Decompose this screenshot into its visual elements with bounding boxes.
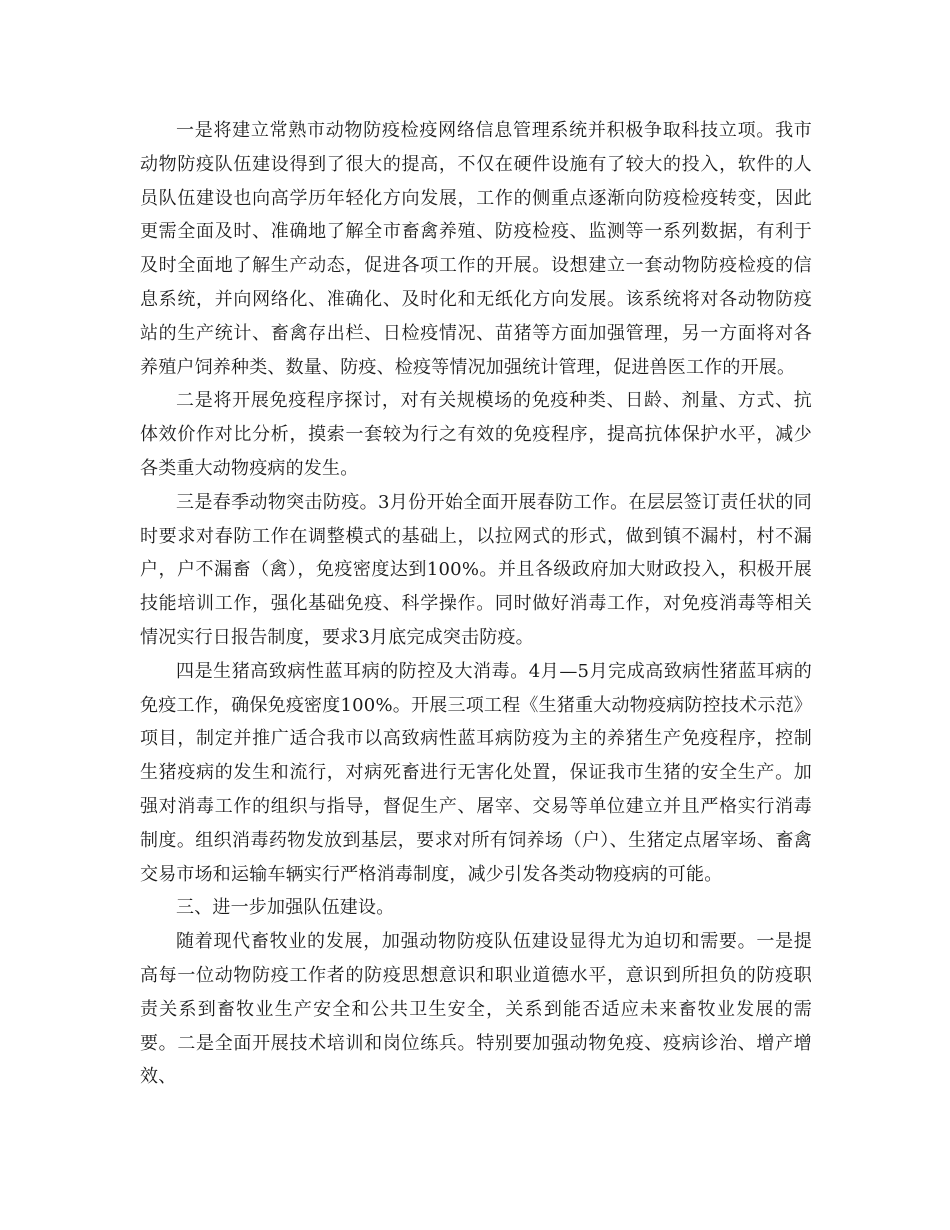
paragraph-spring-vaccination: 三是春季动物突击防疫。3月份开始全面开展春防工作。在层层签订责任状的同时要求对春防工作在调整模式的基础上，以拉网式的形式，做到镇不漏村，村不漏户，户不漏畜（禽），免疫密度达到100%。并且各级政府加大财政投入，积极开展技能培训工作，强化基础免疫、科学操作。同时做好消毒工作，对免疫消毒等相关情况实行日报告制度，要求3月底完成突击防疫。 — [140, 491, 812, 648]
paragraph-team-building: 随着现代畜牧业的发展，加强动物防疫队伍建设显得尤为迫切和需要。一是提高每一位动物防疫工作者的防疫思想意识和职业道德水平，意识到所担负的防疫职责关系到畜牧业生产安全和公共卫生安全，关系到能否适应未来畜牧业发展的需要。二是全面开展技术培训和岗位练兵。特别要加强动物免疫、疫病诊治、增产增效、 — [140, 931, 812, 1088]
section-heading-team-building: 三、进一步加强队伍建设。 — [176, 897, 395, 919]
paragraph-blue-ear-disease: 四是生猪高致病性蓝耳病的防控及大消毒。4月—5月完成高致病性猪蓝耳病的免疫工作，确保免疫密度100%。开展三项工程《生猪重大动物疫病防控技术示范》项目，制定并推广适合我市以高致病性蓝耳病防疫为主的养猪生产免疫程序，控制生猪疫病的发生和流行，对病死畜进行无害化处置，保证我市生猪的安全生产。加强对消毒工作的组织与指导，督促生产、屠宰、交易等单位建立并且严格实行消毒制度。组织消毒药物发放到基层，要求对所有饲养场（户）、生猪定点屠宰场、畜禽交易市场和运输车辆实行严格消毒制度，减少引发各类动物疫病的可能。 — [140, 660, 812, 885]
paragraph-immunization-program: 二是将开展免疫程序探讨，对有关规模场的免疫种类、日龄、剂量、方式、抗体效价作对比分析，摸索一套较为行之有效的免疫程序，提高抗体保护水平，减少各类重大动物疫病的发生。 — [140, 390, 812, 479]
document-body — [140, 114, 812, 1094]
paragraph-records-system: 一是将建立常熟市动物防疫检疫网络信息管理系统并积极争取科技立项。我市动物防疫队伍建设得到了很大的提高，不仅在硬件设施有了较大的投入，软件的人员队伍建设也向高学历年轻化方向发展，工作的侧重点逐渐向防疫检疫转变，因此更需全面及时、准确地了解全市畜禽养殖、防疫检疫、监测等一系列数据，有利于及时全面地了解生产动态，促进各项工作的开展。设想建立一套动物防疫检疫的信息系统，并向网络化、准确化、及时化和无纸化方向发展。该系统将对各动物防疫站的生产统计、畜禽存出栏、日检疫情况、苗猪等方面加强管理，另一方面将对各养殖户饲养种类、数量、防疫、检疫等情况加强统计管理，促进兽医工作的开展。 — [140, 120, 812, 378]
